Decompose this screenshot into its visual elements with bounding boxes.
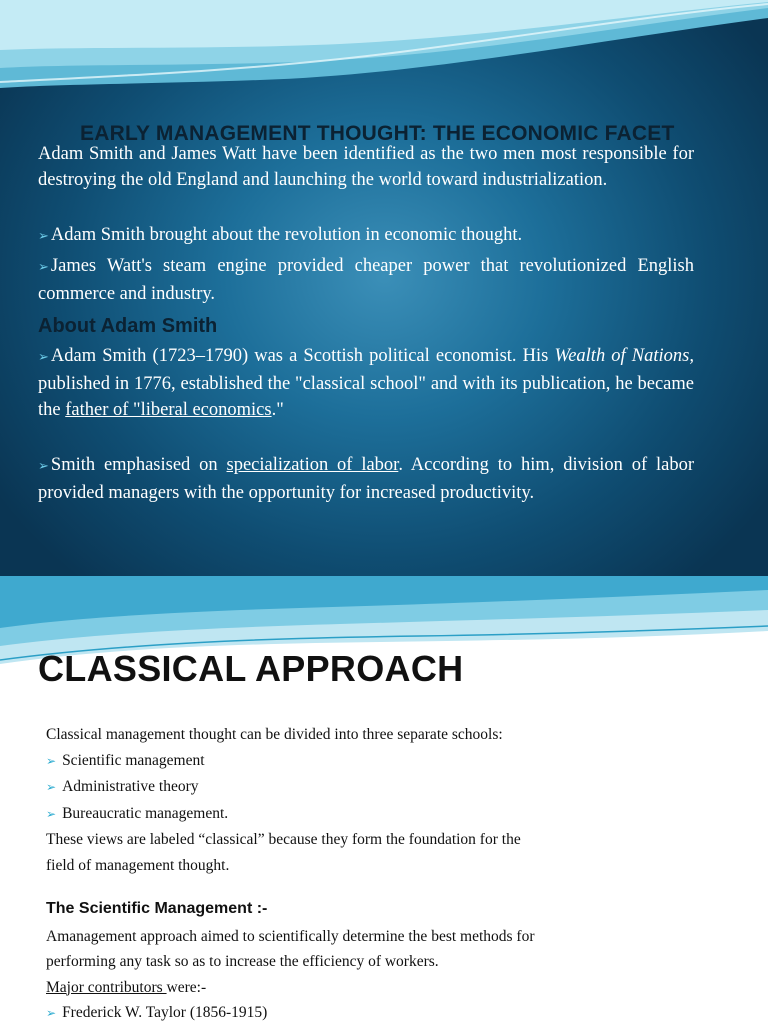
arrow-bullet-icon: ➢ (38, 350, 49, 365)
contributors-label: Major contributors were:- (46, 978, 207, 996)
intro-line: Classical management thought can be divided into three separate schools: (46, 726, 503, 743)
arrow-bullet-icon: ➢ (46, 780, 57, 794)
list-item: ➢ Scientific management (46, 751, 205, 769)
slide-body (38, 141, 694, 506)
list-item: ➢ Administrative theory (46, 778, 199, 795)
slide-title: EARLY MANAGEMENT THOUGHT: THE ECONOMIC FACET (80, 122, 675, 145)
slide-body (46, 722, 686, 1024)
views-line: field of management thought. (46, 856, 230, 874)
list-item: ➢ Frederick W. Taylor (1856-1915) (46, 1004, 268, 1021)
bullet-item: ➢ James Watt's steam engine provided cheaper power that revolutionized English commerce and industry. (38, 256, 694, 304)
arrow-bullet-icon: ➢ (46, 806, 57, 821)
section-heading: The Scientific Management :- (46, 900, 268, 917)
arrow-bullet-icon: ➢ (38, 260, 49, 275)
liberal-economics-link[interactable]: father of "liberal economics (65, 400, 272, 420)
arrow-bullet-icon: ➢ (38, 459, 49, 474)
slide-title: CLASSICAL APPROACH (38, 648, 464, 689)
arrow-bullet-icon: ➢ (46, 1006, 57, 1020)
bullet-item: ➢ Smith emphasised on specialization of labor. According to him, division of labor provided managers with the opportunity for increased productivity. (38, 455, 694, 503)
intro-paragraph: Adam Smith and James Watt have been identified as the two men most responsible for destroying the old England and launching the world toward industrialization. (38, 144, 694, 190)
arrow-bullet-icon: ➢ (38, 229, 49, 244)
slide-header-waves (0, 0, 768, 110)
arrow-bullet-icon: ➢ (46, 753, 57, 768)
list-item: ➢ Bureaucratic management. (46, 804, 229, 822)
definition-line: performing any task so as to increase the efficiency of workers. (46, 953, 439, 970)
subheading: About Adam Smith (38, 315, 218, 337)
bullet-item: ➢ Adam Smith (1723–1790) was a Scottish political economist. His Wealth of Nations, published in 1776, established the "classical school" and with its publication, he became the father of "liberal economics." (38, 346, 694, 420)
bullet-item: ➢ Adam Smith brought about the revolution in economic thought. (38, 225, 523, 245)
views-line: These views are labeled “classical” because they form the foundation for the (46, 831, 521, 848)
slide-classical-approach (0, 576, 768, 1024)
definition-line: Amanagement approach aimed to scientifically determine the best methods for (46, 927, 535, 945)
specialization-of-labor-link[interactable]: specialization of labor (226, 455, 399, 475)
book-title: Wealth of Nations, (554, 346, 694, 366)
